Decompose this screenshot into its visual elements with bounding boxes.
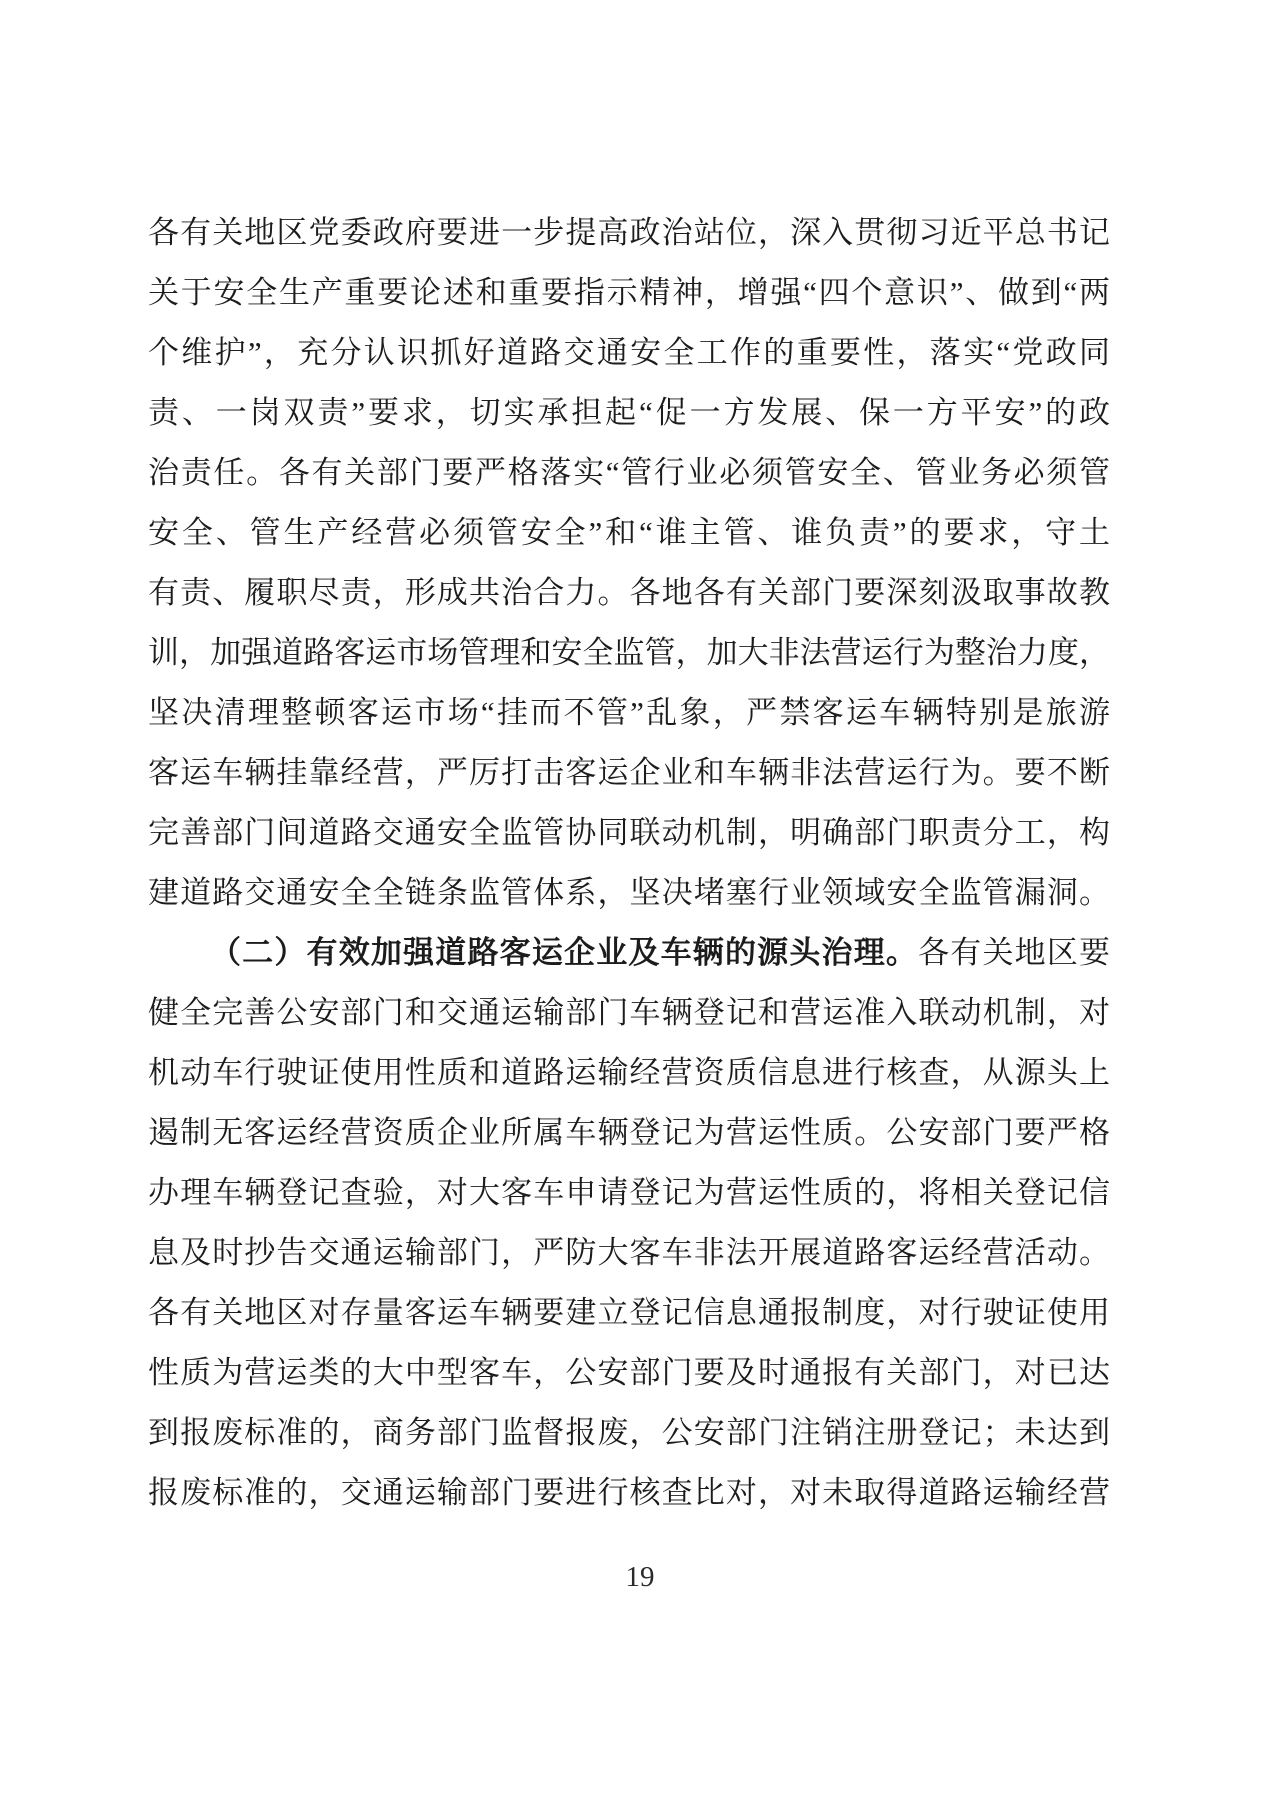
body-line: 遏制无客运经营资质企业所属车辆登记为营运性质。公安部门要严格 [148, 1115, 1110, 1150]
body-line: 坚决清理整顿客运市场“挂而不管”乱象，严禁客运车辆特别是旅游 [148, 695, 1110, 730]
body-line: 到报废标准的，商务部门监督报废，公安部门注销注册登记；未达到 [148, 1415, 1110, 1450]
page-footer [0, 1560, 1280, 1594]
body-line: 各有关地区党委政府要进一步提高政治站位，深入贯彻习近平总书记 [148, 215, 1110, 250]
body-line: 性质为营运类的大中型客车，公安部门要及时通报有关部门，对已达 [148, 1355, 1110, 1390]
section-heading: （二）有效加强道路客运企业及车辆的源头治理。 [210, 935, 919, 970]
page-number: 19 [625, 1561, 655, 1593]
document-body [148, 203, 1110, 1523]
body-line: 息及时抄告交通运输部门，严防大客车非法开展道路客运经营活动。 [148, 1235, 1110, 1270]
body-line: 客运车辆挂靠经营，严厉打击客运企业和车辆非法营运行为。要不断 [148, 755, 1110, 790]
body-line: 治责任。各有关部门要严格落实“管行业必须管安全、管业务必须管 [148, 455, 1110, 490]
body-line: 训，加强道路客运市场管理和安全监管，加大非法营运行为整治力度， [148, 635, 1110, 670]
body-text: 各有关地区要 [918, 935, 1110, 970]
body-line: 健全完善公安部门和交通运输部门车辆登记和营运准入联动机制，对 [148, 995, 1110, 1030]
body-line: 各有关地区对存量客运车辆要建立登记信息通报制度，对行驶证使用 [148, 1295, 1110, 1330]
body-line: 有责、履职尽责，形成共治合力。各地各有关部门要深刻汲取事故教 [148, 575, 1110, 610]
body-line: 个维护”，充分认识抓好道路交通安全工作的重要性，落实“党政同 [148, 335, 1110, 370]
body-line: 办理车辆登记查验，对大客车申请登记为营运性质的，将相关登记信 [148, 1175, 1110, 1210]
body-line: 安全、管生产经营必须管安全”和“谁主管、谁负责”的要求，守土 [148, 515, 1110, 550]
body-line: 完善部门间道路交通安全监管协同联动机制，明确部门职责分工，构 [148, 815, 1110, 850]
body-line: 建道路交通安全全链条监管体系，坚决堵塞行业领域安全监管漏洞。 [148, 875, 1110, 910]
body-line: 报废标准的，交通运输部门要进行核查比对，对未取得道路运输经营 [148, 1475, 1110, 1510]
body-line: 机动车行驶证使用性质和道路运输经营资质信息进行核查，从源头上 [148, 1055, 1110, 1090]
body-line: 责、一岗双责”要求，切实承担起“促一方发展、保一方平安”的政 [148, 395, 1110, 430]
section-heading-line [148, 923, 1110, 983]
body-line: 关于安全生产重要论述和重要指示精神，增强“四个意识”、做到“两 [148, 275, 1110, 310]
